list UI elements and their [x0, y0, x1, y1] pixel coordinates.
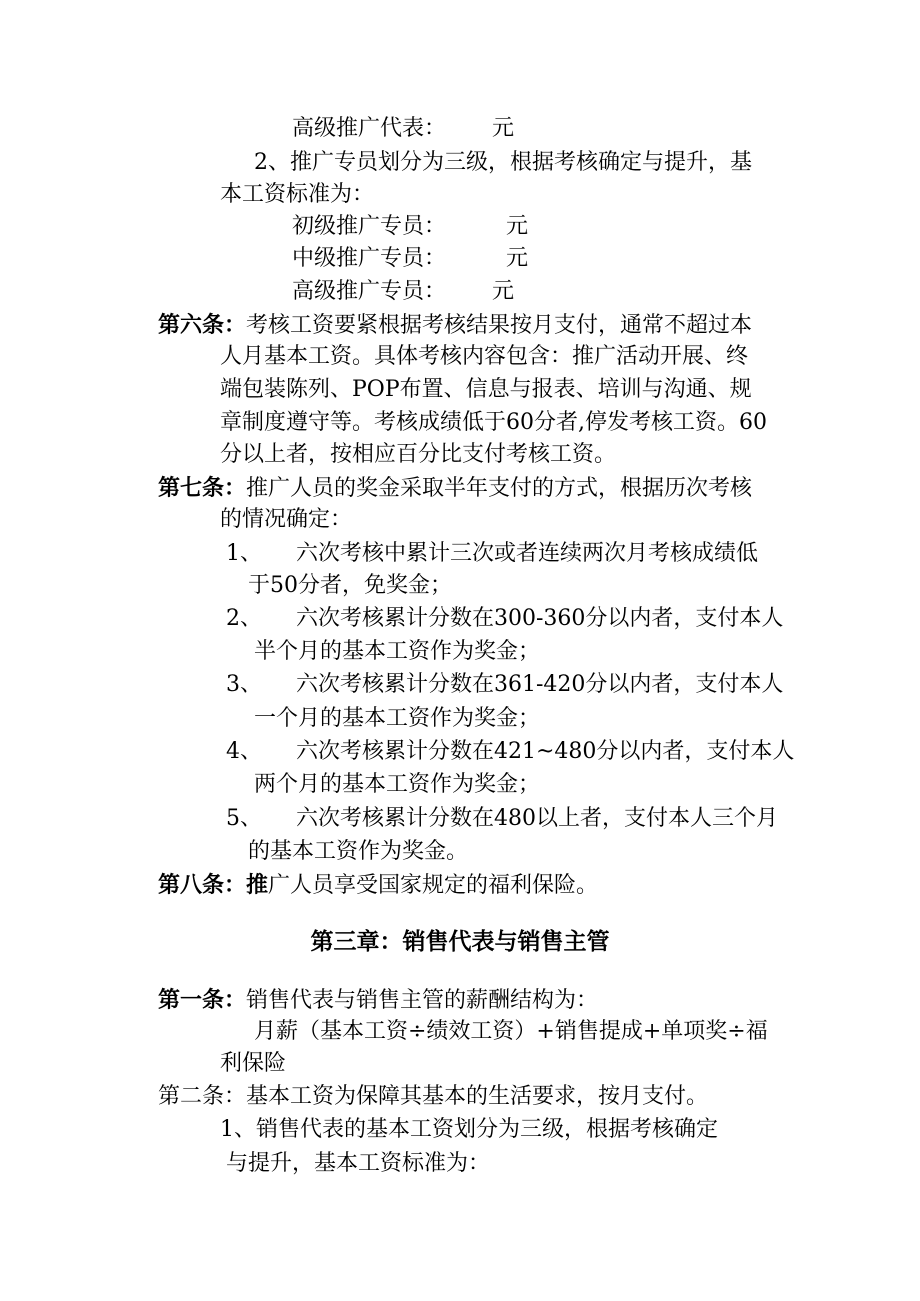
- article-6-text-1: 考核工资要紧根据考核结果按月支付，通常不超过本: [246, 313, 753, 338]
- chapter-3-heading: 第三章：销售代表与销售主管: [310, 928, 610, 955]
- article-6-line-5: 分以上者，按相应百分比支付考核工资。: [220, 442, 617, 467]
- article-6-line-3: 端包装陈列、POP布置、信息与报表、培训与沟通、规: [220, 377, 752, 402]
- article-8-label: 第八条：推: [158, 872, 269, 898]
- article-7-line-2: 的情况确定：: [220, 507, 353, 532]
- senior-specialist-label: 高级推广专员：: [292, 279, 447, 304]
- article-7-text-1: 推广人员的奖金采取半年支付的方式，根据历次考核: [246, 476, 753, 501]
- article-6-label: 第六条：: [158, 312, 247, 338]
- bonus-item-3-text-1: 六次考核累计分数在361-420分以内者，支付本人: [296, 672, 784, 697]
- bonus-item-5-line-2: 的基本工资作为奖金。: [248, 839, 469, 864]
- senior-promo-rep-label: 高级推广代表：: [292, 116, 447, 141]
- bonus-item-2-text-1: 六次考核累计分数在300-360分以内者，支付本人: [296, 606, 784, 631]
- ch3-article-2-line-3: 与提升，基本工资标准为：: [226, 1151, 491, 1176]
- bonus-item-4-text-1: 六次考核累计分数在421~480分以内者，支付本人: [296, 739, 795, 764]
- senior-promo-rep-unit: 元: [492, 116, 515, 141]
- bonus-item-4-number: 4、: [226, 739, 262, 764]
- ch3-article-2-line-1: 第二条：基本工资为保障其基本的生活要求，按月支付。: [158, 1084, 709, 1109]
- ch3-article-1-line-1: [158, 985, 598, 1016]
- ch3-article-1-line-2: 月薪（基本工资÷绩效工资）+销售提成+单项奖÷福: [254, 1019, 768, 1044]
- junior-specialist-line: [292, 212, 528, 242]
- senior-promo-rep-line: [292, 114, 514, 144]
- article-7-label: 第七条：: [158, 475, 247, 501]
- article-6-line-1: [158, 310, 752, 341]
- bonus-item-3-number: 3、: [226, 672, 262, 697]
- article-7-line-1: [158, 473, 752, 504]
- bonus-item-4-line-1: [226, 737, 794, 767]
- senior-specialist-line: [292, 277, 514, 307]
- ch3-article-1-line-3: 利保险: [220, 1051, 287, 1076]
- ch3-article-1-text-1: 销售代表与销售主管的薪酬结构为：: [246, 988, 599, 1013]
- article-8-text: 广人员享受国家规定的福利保险。: [268, 873, 599, 898]
- bonus-item-2-line-1: [226, 604, 783, 634]
- bonus-item-5-number: 5、: [226, 806, 262, 831]
- junior-specialist-label: 初级推广专员：: [292, 214, 447, 239]
- article-6-line-2: 人月基本工资。具体考核内容包含：推广活动开展、终: [220, 344, 749, 369]
- junior-specialist-unit: 元: [506, 214, 529, 239]
- promo-specialist-item-2: 2、推广专员划分为三级，根据考核确定与提升，基: [254, 150, 752, 175]
- article-6-line-4: 章制度遵守等。考核成绩低于60分者,停发考核工资。60: [220, 410, 767, 435]
- bonus-item-2-line-2: 半个月的基本工资作为奖金；: [254, 639, 541, 664]
- ch3-article-1-label: 第一条：: [158, 987, 247, 1013]
- bonus-item-3-line-1: [226, 670, 783, 700]
- bonus-item-1-number: 1、: [226, 541, 262, 566]
- bonus-item-4-line-2: 两个月的基本工资作为奖金；: [254, 772, 541, 797]
- bonus-item-1-line-1: [226, 539, 758, 569]
- mid-specialist-unit: 元: [506, 246, 529, 271]
- promo-specialist-item-2-cont: 本工资标准为：: [220, 182, 375, 207]
- bonus-item-5-text-1: 六次考核累计分数在480以上者，支付本人三个月: [296, 806, 778, 831]
- bonus-item-1-line-2: 于50分者，免奖金；: [248, 573, 452, 598]
- senior-specialist-unit: 元: [492, 279, 515, 304]
- bonus-item-1-text-1: 六次考核中累计三次或者连续两次月考核成绩低: [296, 541, 759, 566]
- bonus-item-3-line-2: 一个月的基本工资作为奖金；: [254, 706, 541, 731]
- ch3-article-2-line-2: 1、销售代表的基本工资划分为三级，根据考核确定: [220, 1117, 718, 1142]
- bonus-item-5-line-1: [226, 804, 778, 834]
- article-8-line: [158, 870, 598, 901]
- bonus-item-2-number: 2、: [226, 606, 262, 631]
- mid-specialist-line: [292, 244, 528, 274]
- mid-specialist-label: 中级推广专员：: [292, 246, 447, 271]
